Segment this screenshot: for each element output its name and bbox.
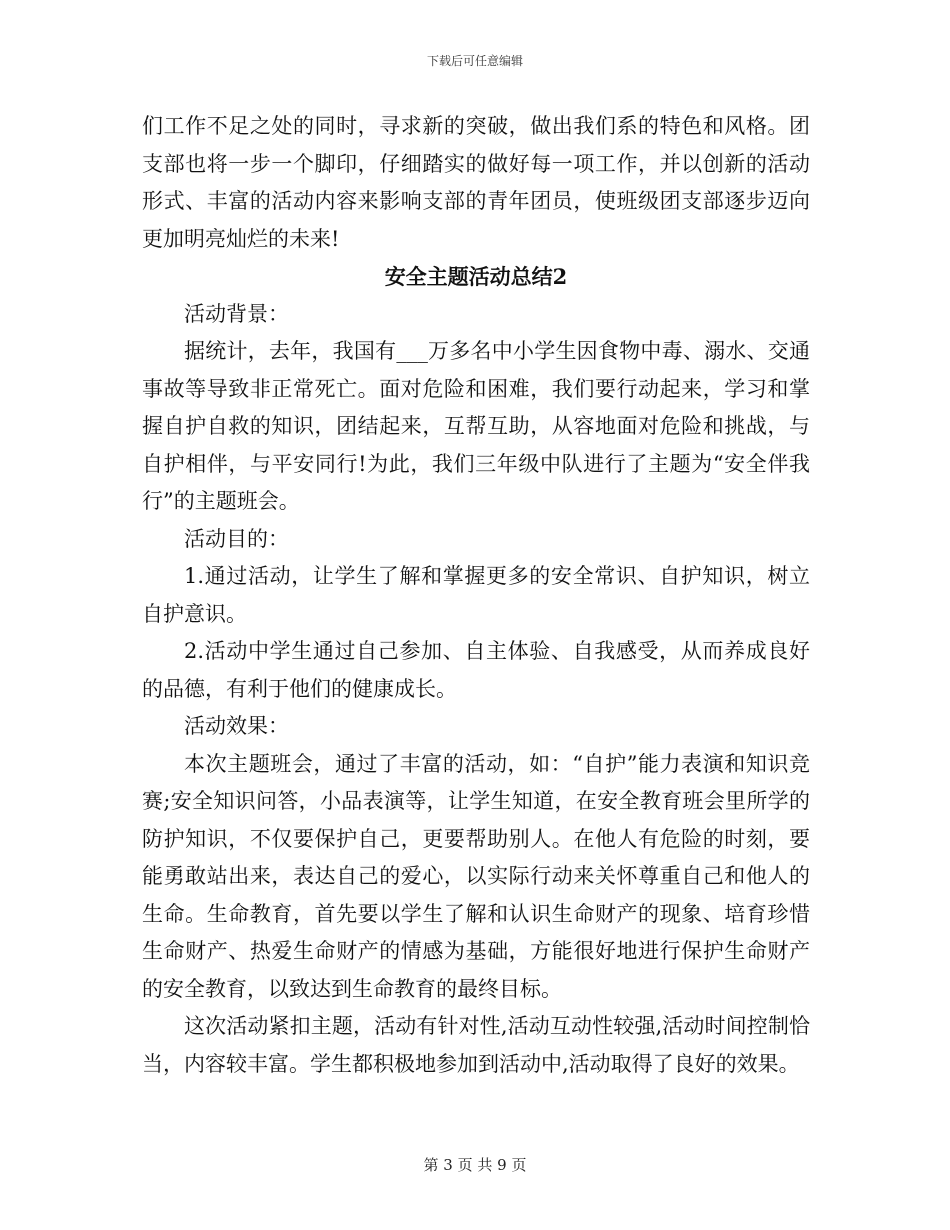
paragraph-summary: 这次活动紧扣主题，活动有针对性,活动互动性较强,活动时间控制恰当，内容较丰富。学生都积极地参加到活动中,活动取得了良好的效果。 — [142, 1014, 810, 1076]
purpose-item-1: 1.通过活动，让学生了解和掌握更多的安全常识、自护知识，树立自护意识。 — [142, 564, 810, 626]
paragraph-background: 据统计，去年，我国有___万多名中小学生因食物中毒、溺水、交通事故等导致非正常死亡。面对危险和困难，我们要行动起来，学习和掌握自护自救的知识，团结起来，互帮互助，从容地面对危险和挑战，与自护相伴，与平安同行!为此，我们三年级中队进行了主题为“安全伴我行”的主题班会。 — [142, 339, 810, 513]
purpose-item-2: 2.活动中学生通过自己参加、自主体验、自我感受，从而养成良好的品德，有利于他们的健康成长。 — [142, 639, 810, 701]
document-body — [142, 108, 810, 1083]
heading-purpose: 活动目的： — [184, 526, 289, 551]
paragraph-effect: 本次主题班会，通过了丰富的活动，如：“自护”能力表演和知识竞赛;安全知识问答，小品表演等，让学生知道，在安全教育班会里所学的防护知识，不仅要保护自己，更要帮助别人。在他人有危险的时刻，要能勇敢站出来，表达自己的爱心，以实际行动来关怀尊重自己和他人的生命。生命教育，首先要以学生了解和认识生命财产的现象、培育珍惜生命财产、热爱生命财产的情感为基础，方能很好地进行保护生命财产的安全教育，以致达到生命教育的最终目标。 — [142, 751, 810, 1001]
heading-effect: 活动效果： — [184, 714, 289, 738]
section-title: 安全主题活动总结2 — [384, 264, 568, 289]
page-header: 下载后可任意编辑 — [426, 54, 523, 68]
continuation-paragraph: 们工作不足之处的同时，寻求新的突破，做出我们系的特色和风格。团支部也将一步一个脚印，仔细踏实的做好每一项工作，并以创新的活动形式、丰富的活动内容来影响支部的青年团员，使班级团支部逐步迈向更加明亮灿烂的未来! — [142, 114, 810, 251]
heading-background: 活动背景： — [184, 301, 289, 326]
page-number: 第 3 页 共 9 页 — [423, 1156, 527, 1174]
